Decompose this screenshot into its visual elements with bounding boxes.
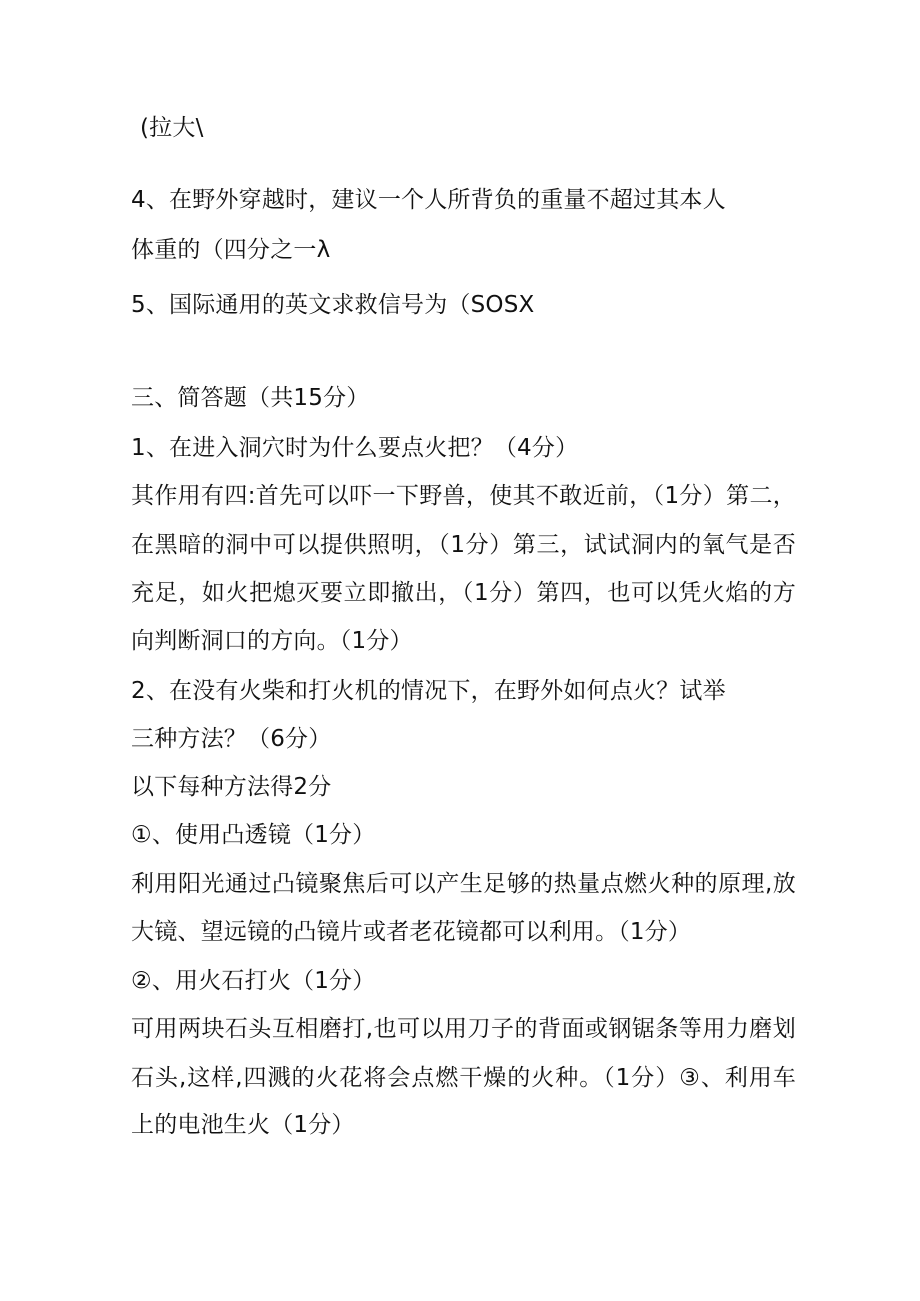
scoring-note: 以下每种方法得2分 xyxy=(131,774,332,800)
method-3-text: 上的电池生火（1分） xyxy=(131,1112,355,1138)
method-1-heading: ①、使用凸透镜（1分） xyxy=(131,822,376,848)
method-2-text: 石头,这样,四溅的火花将会点燃干燥的火种。（1分）③、利用车 xyxy=(131,1065,796,1091)
method-2-text: 可用两块石头互相磨打,也可以用刀子的背面或钢锯条等用力磨划 xyxy=(131,1016,796,1042)
answer-4: 体重的（四分之一λ xyxy=(131,237,331,263)
question-1: 1、在进入洞穴时为什么要点火把？（4分） xyxy=(131,435,579,461)
question-4: 4、在野外穿越时，建议一个人所背负的重量不超过其本人 xyxy=(131,187,726,213)
text-line: (拉大\ xyxy=(140,115,204,141)
question-2-cont: 三种方法？（6分） xyxy=(131,726,332,752)
question-5: 5、国际通用的英文求救信号为（SOSX xyxy=(131,292,535,318)
answer-1-line: 在黑暗的洞中可以提供照明，（1分）第三，试试洞内的氧气是否 xyxy=(131,532,796,558)
answer-1-line: 向判断洞口的方向。（1分） xyxy=(131,628,413,654)
method-1-text: 利用阳光通过凸镜聚焦后可以产生足够的热量点燃火种的原理,放 xyxy=(131,871,796,897)
answer-1-line: 其作用有四:首先可以吓一下野兽，使其不敢近前，（1分）第二， xyxy=(131,483,796,509)
method-2-heading: ②、用火石打火（1分） xyxy=(131,968,376,994)
section-heading: 三、简答题（共15分） xyxy=(131,385,370,411)
method-1-text: 大镜、望远镜的凸镜片或者老花镜都可以利用。（1分） xyxy=(131,919,692,945)
question-2: 2、在没有火柴和打火机的情况下，在野外如何点火？试举 xyxy=(131,678,726,704)
answer-1-line: 充足，如火把熄灭要立即撤出，（1分）第四，也可以凭火焰的方 xyxy=(131,580,796,606)
